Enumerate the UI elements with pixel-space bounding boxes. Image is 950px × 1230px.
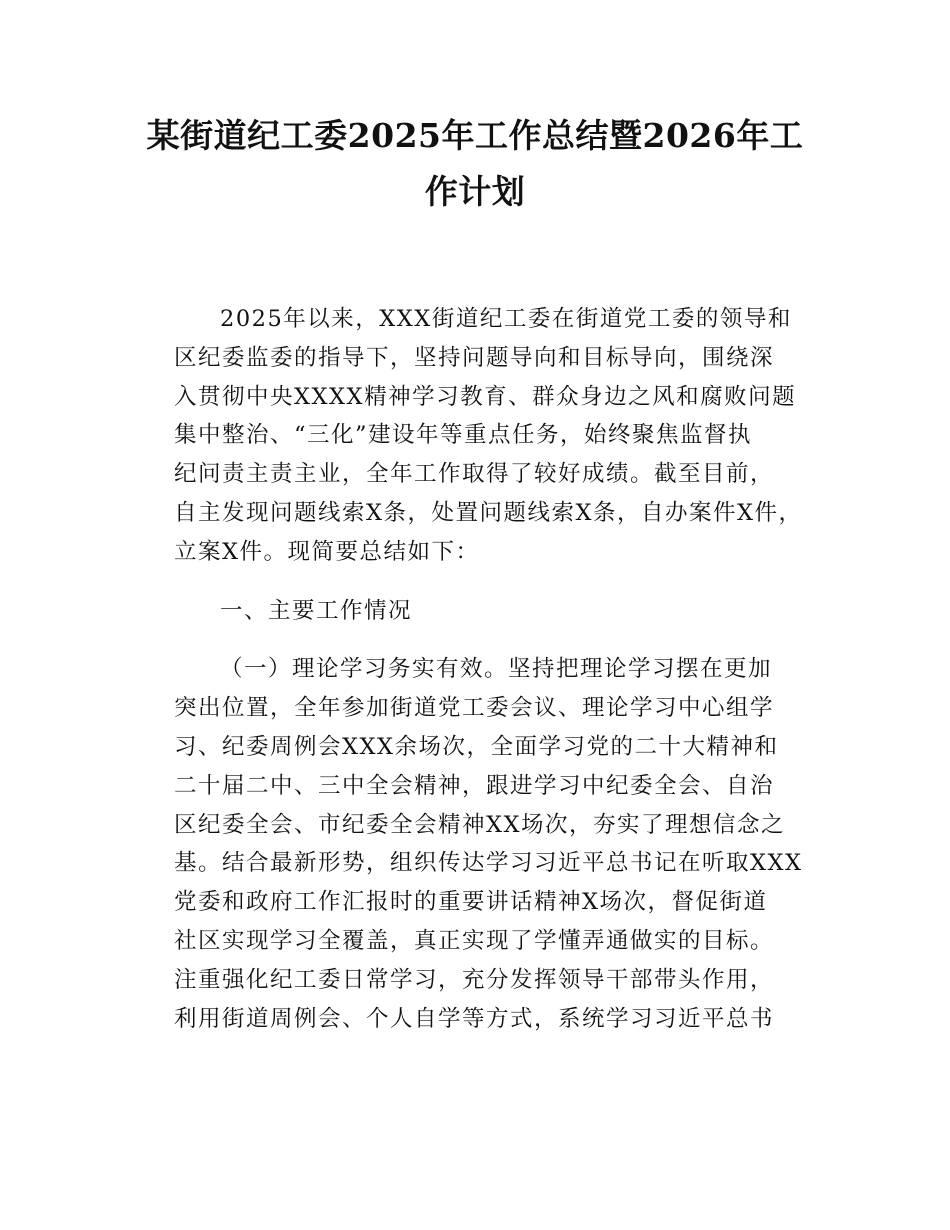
document-title (120, 108, 830, 220)
title-line: 作计划 (424, 172, 526, 211)
text-line: 纪问责主责主业，全年工作取得了较好成绩。截至目前， (174, 461, 775, 488)
section1-paragraph (174, 650, 834, 1038)
text-line: 入贯彻中央XXXX精神学习教育、群众身边之风和腐败问题 (174, 383, 797, 410)
paragraph-gap (174, 630, 834, 650)
paragraph-gap (174, 572, 834, 592)
title-line: 某街道纪工委2025年工作总结暨2026年工 (146, 116, 804, 155)
text-line: 区纪委全会、市纪委全会精神XX场次，夯实了理想信念之 (174, 811, 786, 838)
text-line: 突出位置，全年参加街道党工委会议、理论学习中心组学 (174, 695, 775, 722)
text-line: 注重强化纪工委日常学习，充分发挥领导干部带头作用， (174, 966, 775, 993)
text-line: 利用街道周例会、个人自学等方式，系统学习习近平总书 (174, 1005, 775, 1032)
text-line: 习、纪委周例会XXX余场次，全面学习党的二十大精神和 (174, 733, 779, 760)
document-body (174, 300, 834, 1038)
text-line: 区纪委监委的指导下，坚持问题导向和目标导向，围绕深 (174, 344, 775, 371)
section-heading (174, 592, 834, 631)
text-line: （一）理论学习务实有效。坚持把理论学习摆在更加 (220, 656, 773, 683)
text-line: 基。结合最新形势，组织传达学习习近平总书记在听取XXX (174, 850, 803, 877)
text-line: 集中整治、“三化”建设年等重点任务，始终聚焦监督执 (174, 422, 753, 449)
text-line: 自主发现问题线索X条，处置问题线索X条，自办案件X件， (174, 499, 803, 526)
text-line: 党委和政府工作汇报时的重要讲话精神X场次，督促街道 (174, 889, 768, 916)
text-line: 立案X件。现简要总结如下： (174, 538, 480, 565)
text-line: 2025年以来，XXX街道纪工委在街道党工委的领导和 (220, 306, 792, 332)
text-line: 社区实现学习全覆盖，真正实现了学懂弄通做实的目标。 (174, 927, 775, 954)
intro-paragraph (174, 300, 834, 572)
text-line: 二十届二中、三中全会精神，跟进学习中纪委全会、自治 (174, 772, 775, 799)
heading-text: 一、主要工作情况 (220, 597, 413, 624)
